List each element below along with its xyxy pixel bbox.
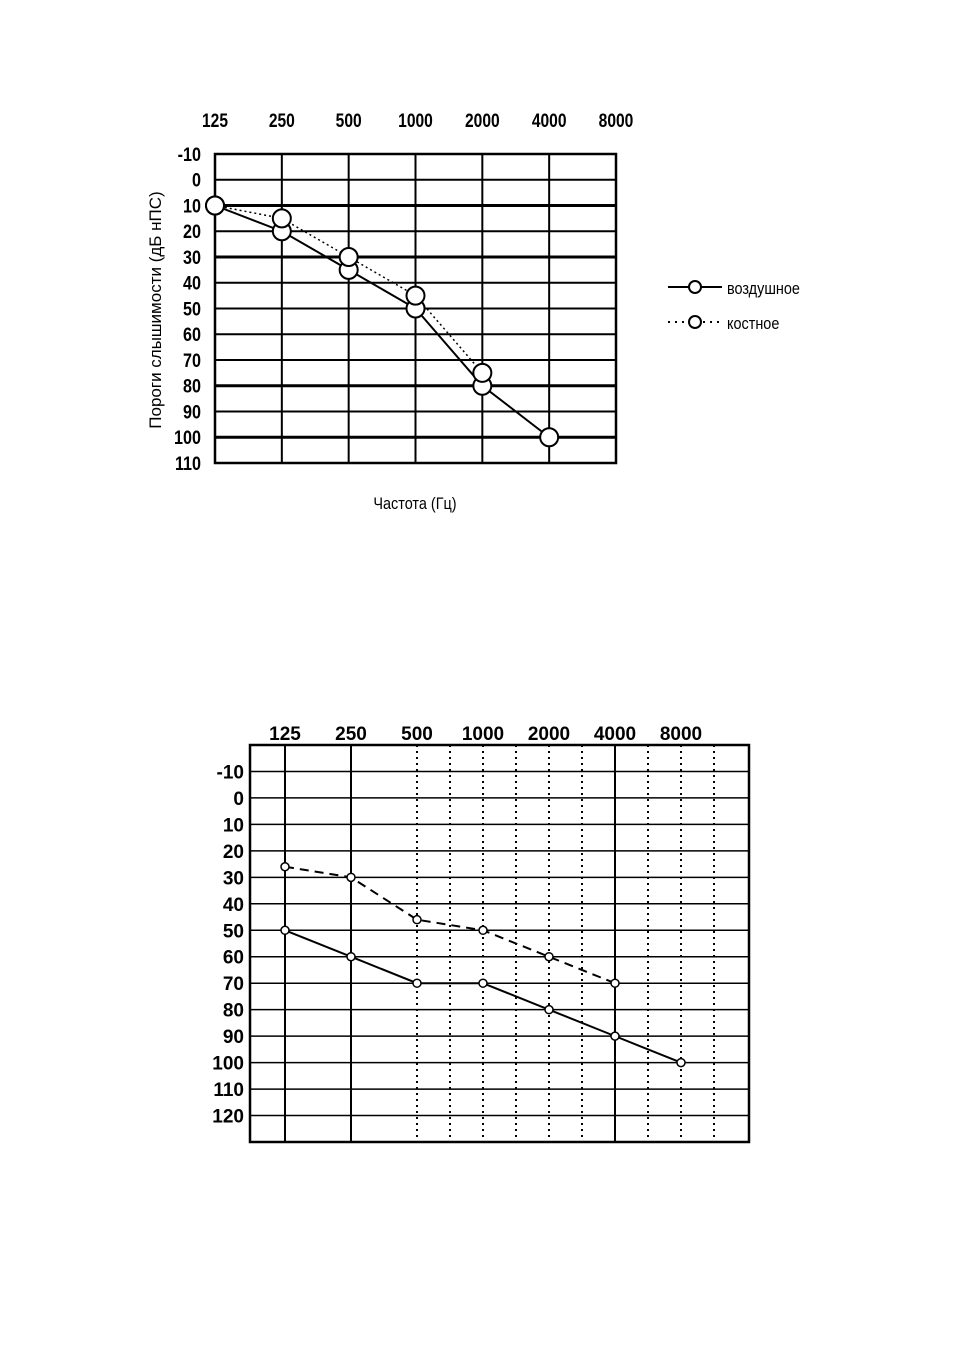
y-tick-label: 50 (183, 298, 201, 320)
x-tick-label: 125 (269, 724, 301, 745)
y-tick-label: 10 (183, 195, 201, 217)
y-tick-label: 80 (222, 1000, 244, 1022)
y-axis-label: Пороги слышимости (дБ нПС) (146, 191, 165, 429)
y-tick-label: 90 (183, 401, 201, 423)
y-tick-label: 60 (183, 324, 201, 346)
y-tick-label: 80 (183, 375, 201, 398)
data-point-solid (545, 1006, 553, 1014)
x-tick-label: 250 (335, 724, 367, 745)
y-tick-label: 30 (222, 868, 244, 890)
x-tick-label: 1000 (398, 109, 433, 132)
y-tick-label: 110 (174, 452, 201, 475)
y-tick-label: 70 (222, 974, 244, 996)
y-tick-label: -10 (177, 143, 201, 166)
y-tick-label: 20 (222, 841, 244, 863)
legend-label-bone: костное (727, 314, 780, 334)
x-tick-label: 1000 (461, 724, 505, 745)
y-tick-label: 100 (174, 427, 201, 449)
x-tick-label: 4000 (593, 724, 637, 745)
data-point-dashed (545, 953, 553, 961)
data-point-dashed (611, 979, 619, 987)
data-point-dashed (413, 916, 421, 924)
y-tick-label: -10 (216, 762, 244, 784)
y-tick-label: 40 (183, 272, 201, 295)
x-axis-label: Частота (Гц) (373, 494, 457, 514)
x-tick-label: 500 (401, 724, 433, 745)
y-tick-label: 90 (222, 1027, 244, 1049)
y-tick-label: 20 (183, 221, 201, 243)
data-point-solid (347, 953, 355, 961)
x-tick-label: 125 (202, 109, 228, 132)
x-tick-label: 250 (268, 109, 295, 132)
y-tick-label: 70 (183, 349, 201, 372)
data-point-solid (479, 979, 487, 987)
y-tick-label: 40 (222, 894, 244, 916)
y-tick-label: 10 (222, 815, 244, 837)
data-point-solid (281, 926, 289, 934)
x-tick-label: 4000 (531, 109, 567, 132)
legend-label-air: воздушное (727, 279, 800, 299)
y-tick-label: 100 (212, 1053, 244, 1075)
y-tick-label: 0 (233, 788, 244, 810)
data-point-solid (677, 1059, 685, 1067)
data-point-dashed (479, 926, 487, 934)
x-tick-label: 8000 (598, 109, 634, 132)
y-tick-label: 60 (222, 947, 244, 969)
data-point-dashed (281, 863, 289, 871)
data-point-dashed (347, 873, 355, 881)
y-tick-label: 120 (212, 1106, 244, 1128)
x-tick-label: 500 (335, 109, 362, 132)
x-tick-label: 2000 (465, 109, 500, 132)
data-point-solid (611, 1032, 619, 1040)
y-tick-label: 30 (183, 246, 201, 269)
y-tick-label: 0 (192, 169, 201, 192)
y-tick-label: 50 (222, 921, 244, 943)
data-point-solid (413, 979, 421, 987)
plot-frame (250, 745, 749, 1142)
y-tick-label: 110 (213, 1080, 244, 1102)
x-tick-label: 2000 (527, 724, 571, 745)
x-tick-label: 8000 (659, 724, 703, 745)
